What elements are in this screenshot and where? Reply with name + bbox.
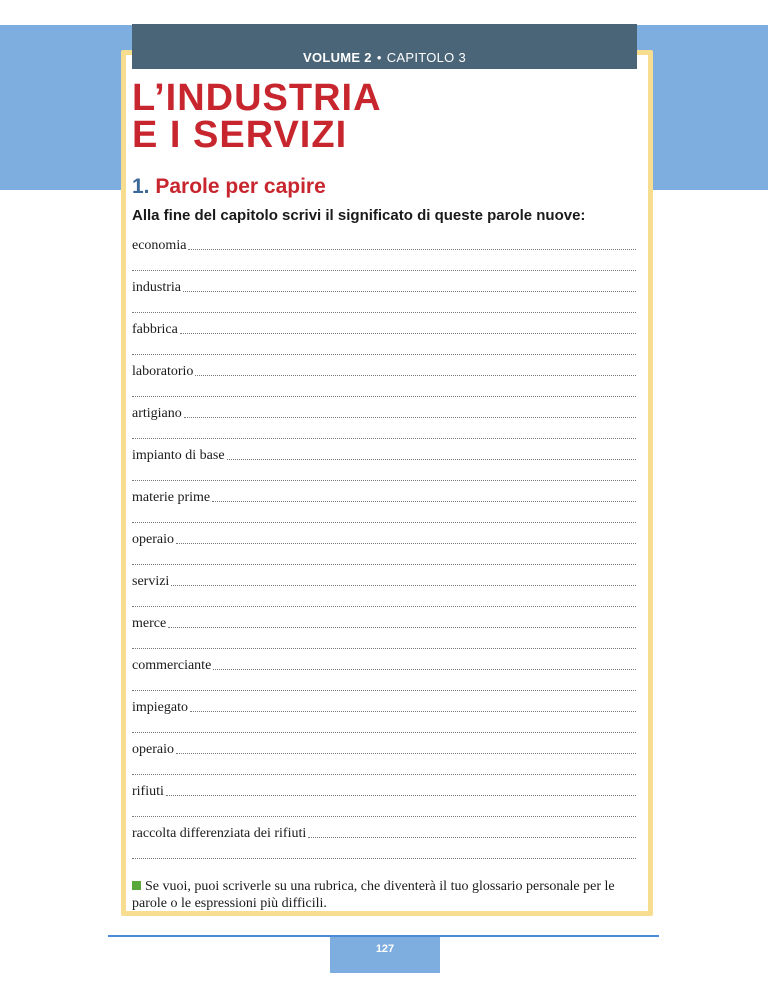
answer-line[interactable] bbox=[213, 668, 636, 670]
word-label: servizi bbox=[132, 574, 170, 589]
section-number: 1. bbox=[132, 175, 150, 198]
word-entry bbox=[132, 442, 636, 463]
answer-line-blank[interactable] bbox=[132, 505, 636, 526]
answer-line-blank[interactable] bbox=[132, 463, 636, 484]
word-entry bbox=[132, 610, 636, 631]
answer-line[interactable] bbox=[168, 626, 636, 628]
answer-line[interactable] bbox=[308, 836, 636, 838]
answer-line[interactable] bbox=[212, 500, 636, 502]
answer-line[interactable] bbox=[184, 416, 636, 418]
word-entry bbox=[132, 652, 636, 673]
answer-line[interactable] bbox=[227, 458, 636, 460]
answer-line[interactable] bbox=[171, 584, 636, 586]
answer-line[interactable] bbox=[183, 290, 636, 292]
answer-line[interactable] bbox=[180, 332, 636, 334]
word-list bbox=[132, 232, 636, 862]
word-entry bbox=[132, 694, 636, 715]
title-line-1: L’INDUSTRIA bbox=[132, 77, 382, 119]
word-entry bbox=[132, 400, 636, 421]
page-number: 127 bbox=[330, 937, 440, 973]
instruction-text: Alla fine del capitolo scrivi il significato di queste parole nuove: bbox=[132, 207, 586, 224]
word-label: operaio bbox=[132, 742, 174, 757]
chapter-header bbox=[132, 24, 637, 69]
word-entry bbox=[132, 736, 636, 757]
answer-line[interactable] bbox=[188, 248, 636, 250]
answer-line[interactable] bbox=[190, 710, 636, 712]
title-line-2: E I SERVIZI bbox=[132, 114, 348, 156]
answer-line-blank[interactable] bbox=[132, 715, 636, 736]
word-label: materie prime bbox=[132, 490, 211, 505]
word-label: merce bbox=[132, 616, 167, 631]
word-entry bbox=[132, 778, 636, 799]
word-entry bbox=[132, 484, 636, 505]
word-label: rifiuti bbox=[132, 784, 164, 799]
page-title bbox=[132, 77, 382, 156]
answer-line[interactable] bbox=[176, 542, 636, 544]
word-entry bbox=[132, 232, 636, 253]
word-label: operaio bbox=[132, 532, 174, 547]
word-label: economia bbox=[132, 238, 187, 253]
green-square-bullet-icon bbox=[132, 881, 141, 890]
answer-line-blank[interactable] bbox=[132, 421, 636, 442]
word-entry bbox=[132, 568, 636, 589]
answer-line-blank[interactable] bbox=[132, 547, 636, 568]
answer-line-blank[interactable] bbox=[132, 337, 636, 358]
answer-line-blank[interactable] bbox=[132, 631, 636, 652]
word-label: impianto di base bbox=[132, 448, 225, 463]
answer-line-blank[interactable] bbox=[132, 673, 636, 694]
note-text: Se vuoi, puoi scriverle su una rubrica, che diventerà il tuo glossario personale per le parole o le espressioni più difficili. bbox=[132, 879, 615, 911]
word-label: fabbrica bbox=[132, 322, 178, 337]
word-label: industria bbox=[132, 280, 181, 295]
header-separator: • bbox=[376, 50, 382, 65]
volume-label: VOLUME 2 bbox=[302, 50, 372, 65]
answer-line-blank[interactable] bbox=[132, 841, 636, 862]
word-label: laboratorio bbox=[132, 364, 194, 379]
word-label: raccolta differenziata dei rifiuti bbox=[132, 826, 307, 841]
word-entry bbox=[132, 820, 636, 841]
answer-line[interactable] bbox=[166, 794, 636, 796]
word-label: impiegato bbox=[132, 700, 188, 715]
chapter-label: CAPITOLO 3 bbox=[386, 50, 467, 65]
answer-line-blank[interactable] bbox=[132, 799, 636, 820]
answer-line-blank[interactable] bbox=[132, 757, 636, 778]
answer-line-blank[interactable] bbox=[132, 253, 636, 274]
section-title: Parole per capire bbox=[155, 175, 326, 198]
word-label: commerciante bbox=[132, 658, 212, 673]
answer-line-blank[interactable] bbox=[132, 589, 636, 610]
answer-line[interactable] bbox=[195, 374, 636, 376]
word-entry bbox=[132, 526, 636, 547]
word-entry bbox=[132, 274, 636, 295]
answer-line[interactable] bbox=[176, 752, 636, 754]
answer-line-blank[interactable] bbox=[132, 379, 636, 400]
answer-line-blank[interactable] bbox=[132, 295, 636, 316]
glossary-note bbox=[132, 878, 637, 912]
word-entry bbox=[132, 316, 636, 337]
word-entry bbox=[132, 358, 636, 379]
word-label: artigiano bbox=[132, 406, 182, 421]
section-heading bbox=[132, 175, 326, 199]
